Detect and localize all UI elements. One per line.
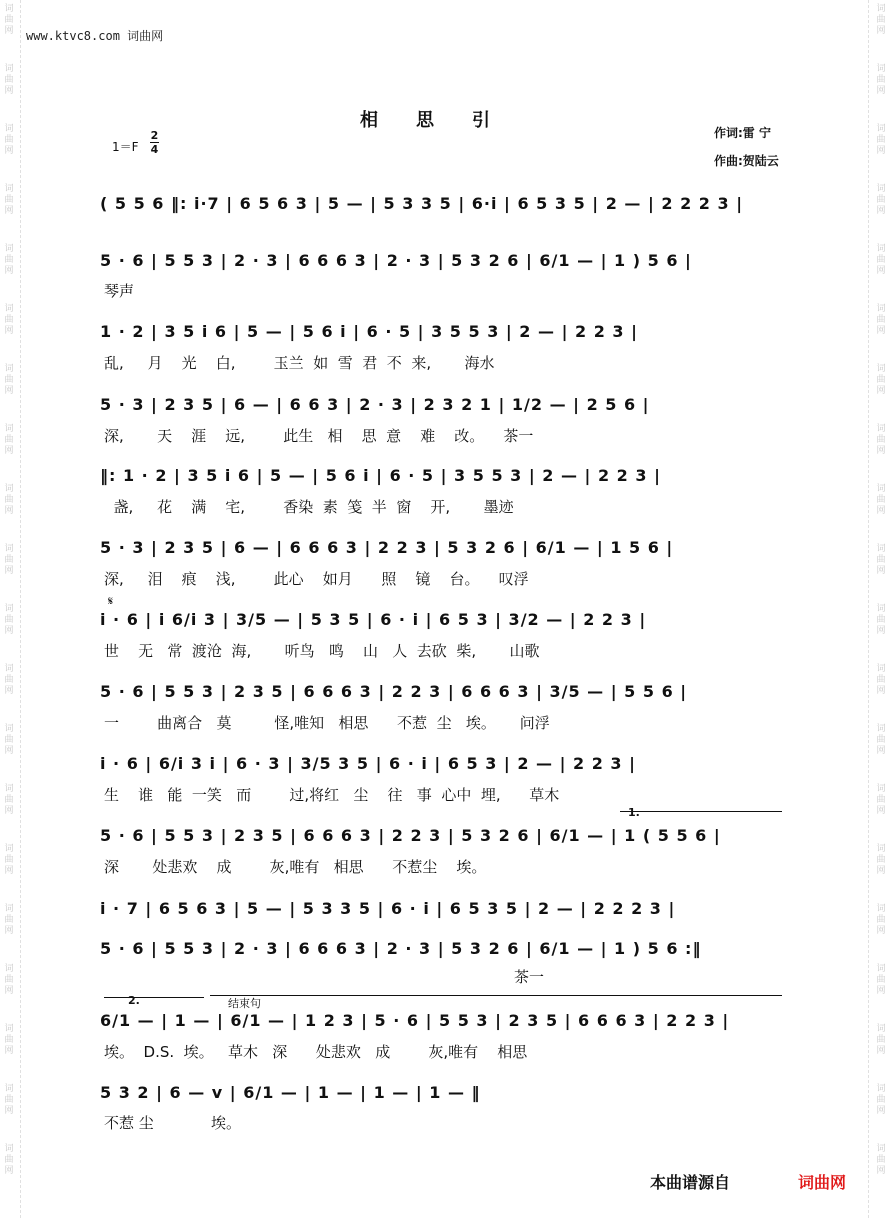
notation-row: 5 · 3 | 2 3 5 | 6 — | 6 6 3 | 2 · 3 | 2 3 2 1 | 1/2 — | 2 5 6 | [100,394,650,414]
song-title: 相思引 [360,110,528,131]
watermark-text: 词 曲 网 [876,844,886,876]
watermark-text: 词 曲 网 [876,664,886,696]
watermark-text: 词 曲 网 [4,484,14,516]
left-margin-rule [20,0,21,1218]
watermark-text: 词 曲 网 [876,1144,886,1176]
lyric-row: 生 谁 能 一笑 而 过,将红 尘 往 事 心中 埋, 草木 [104,786,560,804]
ending-1-label: 1. [628,806,640,819]
watermark-text: 词 曲 网 [4,244,14,276]
lyric-row: 茶一 [104,968,545,986]
end-phrase-bracket [210,995,782,996]
watermark-text: 词 曲 网 [4,4,14,36]
watermark-text: 词 曲 网 [4,604,14,636]
lyric-row: 盏, 花 满 宅, 香染 素 笺 半 窗 开, 墨迹 [104,498,514,516]
composer-credit: 作曲:贺陆云 [714,154,779,168]
watermark-text: 词 曲 网 [4,664,14,696]
lyric-row: 深, 泪 痕 浅, 此心 如月 照 镜 台。 叹浮 [104,570,529,588]
watermark-text: 词 曲 网 [876,184,886,216]
watermark-text: 词 曲 网 [876,784,886,816]
watermark-text: 词 曲 网 [4,904,14,936]
watermark-text: 词 曲 网 [876,544,886,576]
watermark-text: 词 曲 网 [876,904,886,936]
lyric-row: 乱, 月 光 白, 玉兰 如 雪 君 不 来, 海水 [104,354,495,372]
watermark-text: 词 曲 网 [4,424,14,456]
notation-row: 1 · 2 | 3 5 i 6 | 5 — | 5 6 i | 6 · 5 | 3 5 5 3 | 2 — | 2 2 3 | [100,321,638,341]
watermark-text: 词 曲 网 [4,364,14,396]
right-margin-rule [868,0,869,1218]
watermark-text: 词 曲 网 [4,1084,14,1116]
watermark-text: 词 曲 网 [4,184,14,216]
watermark-text: 词 曲 网 [876,4,886,36]
lyric-row: 不惹 尘 埃。 [104,1114,241,1132]
watermark-text: 词 曲 网 [876,1084,886,1116]
watermark-text: 词 曲 网 [4,964,14,996]
watermark-text: 词 曲 网 [876,124,886,156]
key-signature: 1＝F [112,140,139,154]
lyricist-credit: 作词:雷 宁 [714,126,771,140]
time-signature-bottom: 4 [150,143,159,156]
watermark-text: 词 曲 网 [4,304,14,336]
right-watermark-column [874,0,888,1218]
notation-row: ‖: 1 · 2 | 3 5 i 6 | 5 — | 5 6 i | 6 · 5 | 3 5 5 3 | 2 — | 2 2 3 | [100,465,661,485]
watermark-text: 词 曲 网 [4,544,14,576]
watermark-text: 词 曲 网 [876,724,886,756]
notation-row: i · 7 | 6 5 6 3 | 5 — | 5 3 3 5 | 6 · i | 6 5 3 5 | 2 — | 2 2 2 3 | [100,898,676,918]
notation-row: 5 · 6 | 5 5 3 | 2 · 3 | 6 6 6 3 | 2 · 3 | 5 3 2 6 | 6/1 — | 1 ) 5 6 :‖ [100,938,702,958]
site-url[interactable]: www.ktvc8.com 词曲网 [26,29,164,43]
notation-row: 5 · 6 | 5 5 3 | 2 3 5 | 6 6 6 3 | 2 2 3 | 5 3 2 6 | 6/1 — | 1 ( 5 5 6 | [100,825,721,845]
end-phrase-label: 结束句 [228,997,261,1010]
lyric-row: 深, 天 涯 远, 此生 相 思 意 难 改。 茶一 [104,427,534,445]
left-watermark-column [2,0,16,1218]
watermark-text: 词 曲 网 [876,604,886,636]
lyric-row: 埃。 D.S. 埃。 草木 深 处悲欢 成 灰,唯有 相思 [104,1043,528,1061]
watermark-text: 词 曲 网 [4,784,14,816]
lyric-row: 琴声 [104,282,135,300]
ending-2-label: 2. [128,994,140,1007]
notation-row: 5 · 3 | 2 3 5 | 6 — | 6 6 6 3 | 2 2 3 | 5 3 2 6 | 6/1 — | 1 5 6 | [100,537,674,557]
time-signature-top: 2 [150,129,159,142]
watermark-text: 词 曲 网 [876,244,886,276]
notation-row: ( 5 5 6 ‖: i·7 | 6 5 6 3 | 5 — | 5 3 3 5 | 6·i | 6 5 3 5 | 2 — | 2 2 2 3 | [100,193,744,213]
watermark-text: 词 曲 网 [4,1144,14,1176]
watermark-text: 词 曲 网 [876,1024,886,1056]
ending-1-bracket [620,811,782,812]
watermark-text: 词 曲 网 [4,64,14,96]
lyric-row: 深 处悲欢 成 灰,唯有 相思 不惹尘 埃。 [104,858,487,876]
watermark-text: 词 曲 网 [876,964,886,996]
notation-row: 6/1 — | 1 — | 6/1 — | 1 2 3 | 5 · 6 | 5 5 3 | 2 3 5 | 6 6 6 3 | 2 2 3 | [100,1010,730,1030]
watermark-text: 词 曲 网 [4,844,14,876]
watermark-text: 词 曲 网 [4,124,14,156]
notation-row: 5 · 6 | 5 5 3 | 2 3 5 | 6 6 6 3 | 2 2 3 | 6 6 6 3 | 3/5 — | 5 5 6 | [100,681,688,701]
watermark-text: 词 曲 网 [876,304,886,336]
notation-row: i · 6 | 6/i 3 i | 6 · 3 | 3/5 3 5 | 6 · i | 6 5 3 | 2 — | 2 2 3 | [100,753,636,773]
segno-mark: 𝄋 [108,594,114,608]
footer-source-text: 本曲谱源自 [650,1173,731,1192]
lyric-row: 一 曲离合 莫 怪,唯知 相思 不惹 尘 埃。 问浮 [104,714,550,732]
time-signature [150,130,159,155]
watermark-text: 词 曲 网 [4,724,14,756]
ending-2-bracket [104,997,204,998]
footer-brand-link[interactable]: 词曲网 [798,1173,847,1192]
watermark-text: 词 曲 网 [876,484,886,516]
notation-row: 5 · 6 | 5 5 3 | 2 · 3 | 6 6 6 3 | 2 · 3 | 5 3 2 6 | 6/1 — | 1 ) 5 6 | [100,250,692,270]
notation-row: 5 3 2 | 6 — v | 6/1 — | 1 — | 1 — | 1 — ‖ [100,1082,481,1102]
watermark-text: 词 曲 网 [876,364,886,396]
lyric-row: 世 无 常 渡沧 海, 听鸟 鸣 山 人 去砍 柴, 山歌 [104,642,540,660]
watermark-text: 词 曲 网 [4,1024,14,1056]
notation-row: i · 6 | i 6/i 3 | 3/5 — | 5 3 5 | 6 · i | 6 5 3 | 3/2 — | 2 2 3 | [100,609,647,629]
watermark-text: 词 曲 网 [876,64,886,96]
watermark-text: 词 曲 网 [876,424,886,456]
